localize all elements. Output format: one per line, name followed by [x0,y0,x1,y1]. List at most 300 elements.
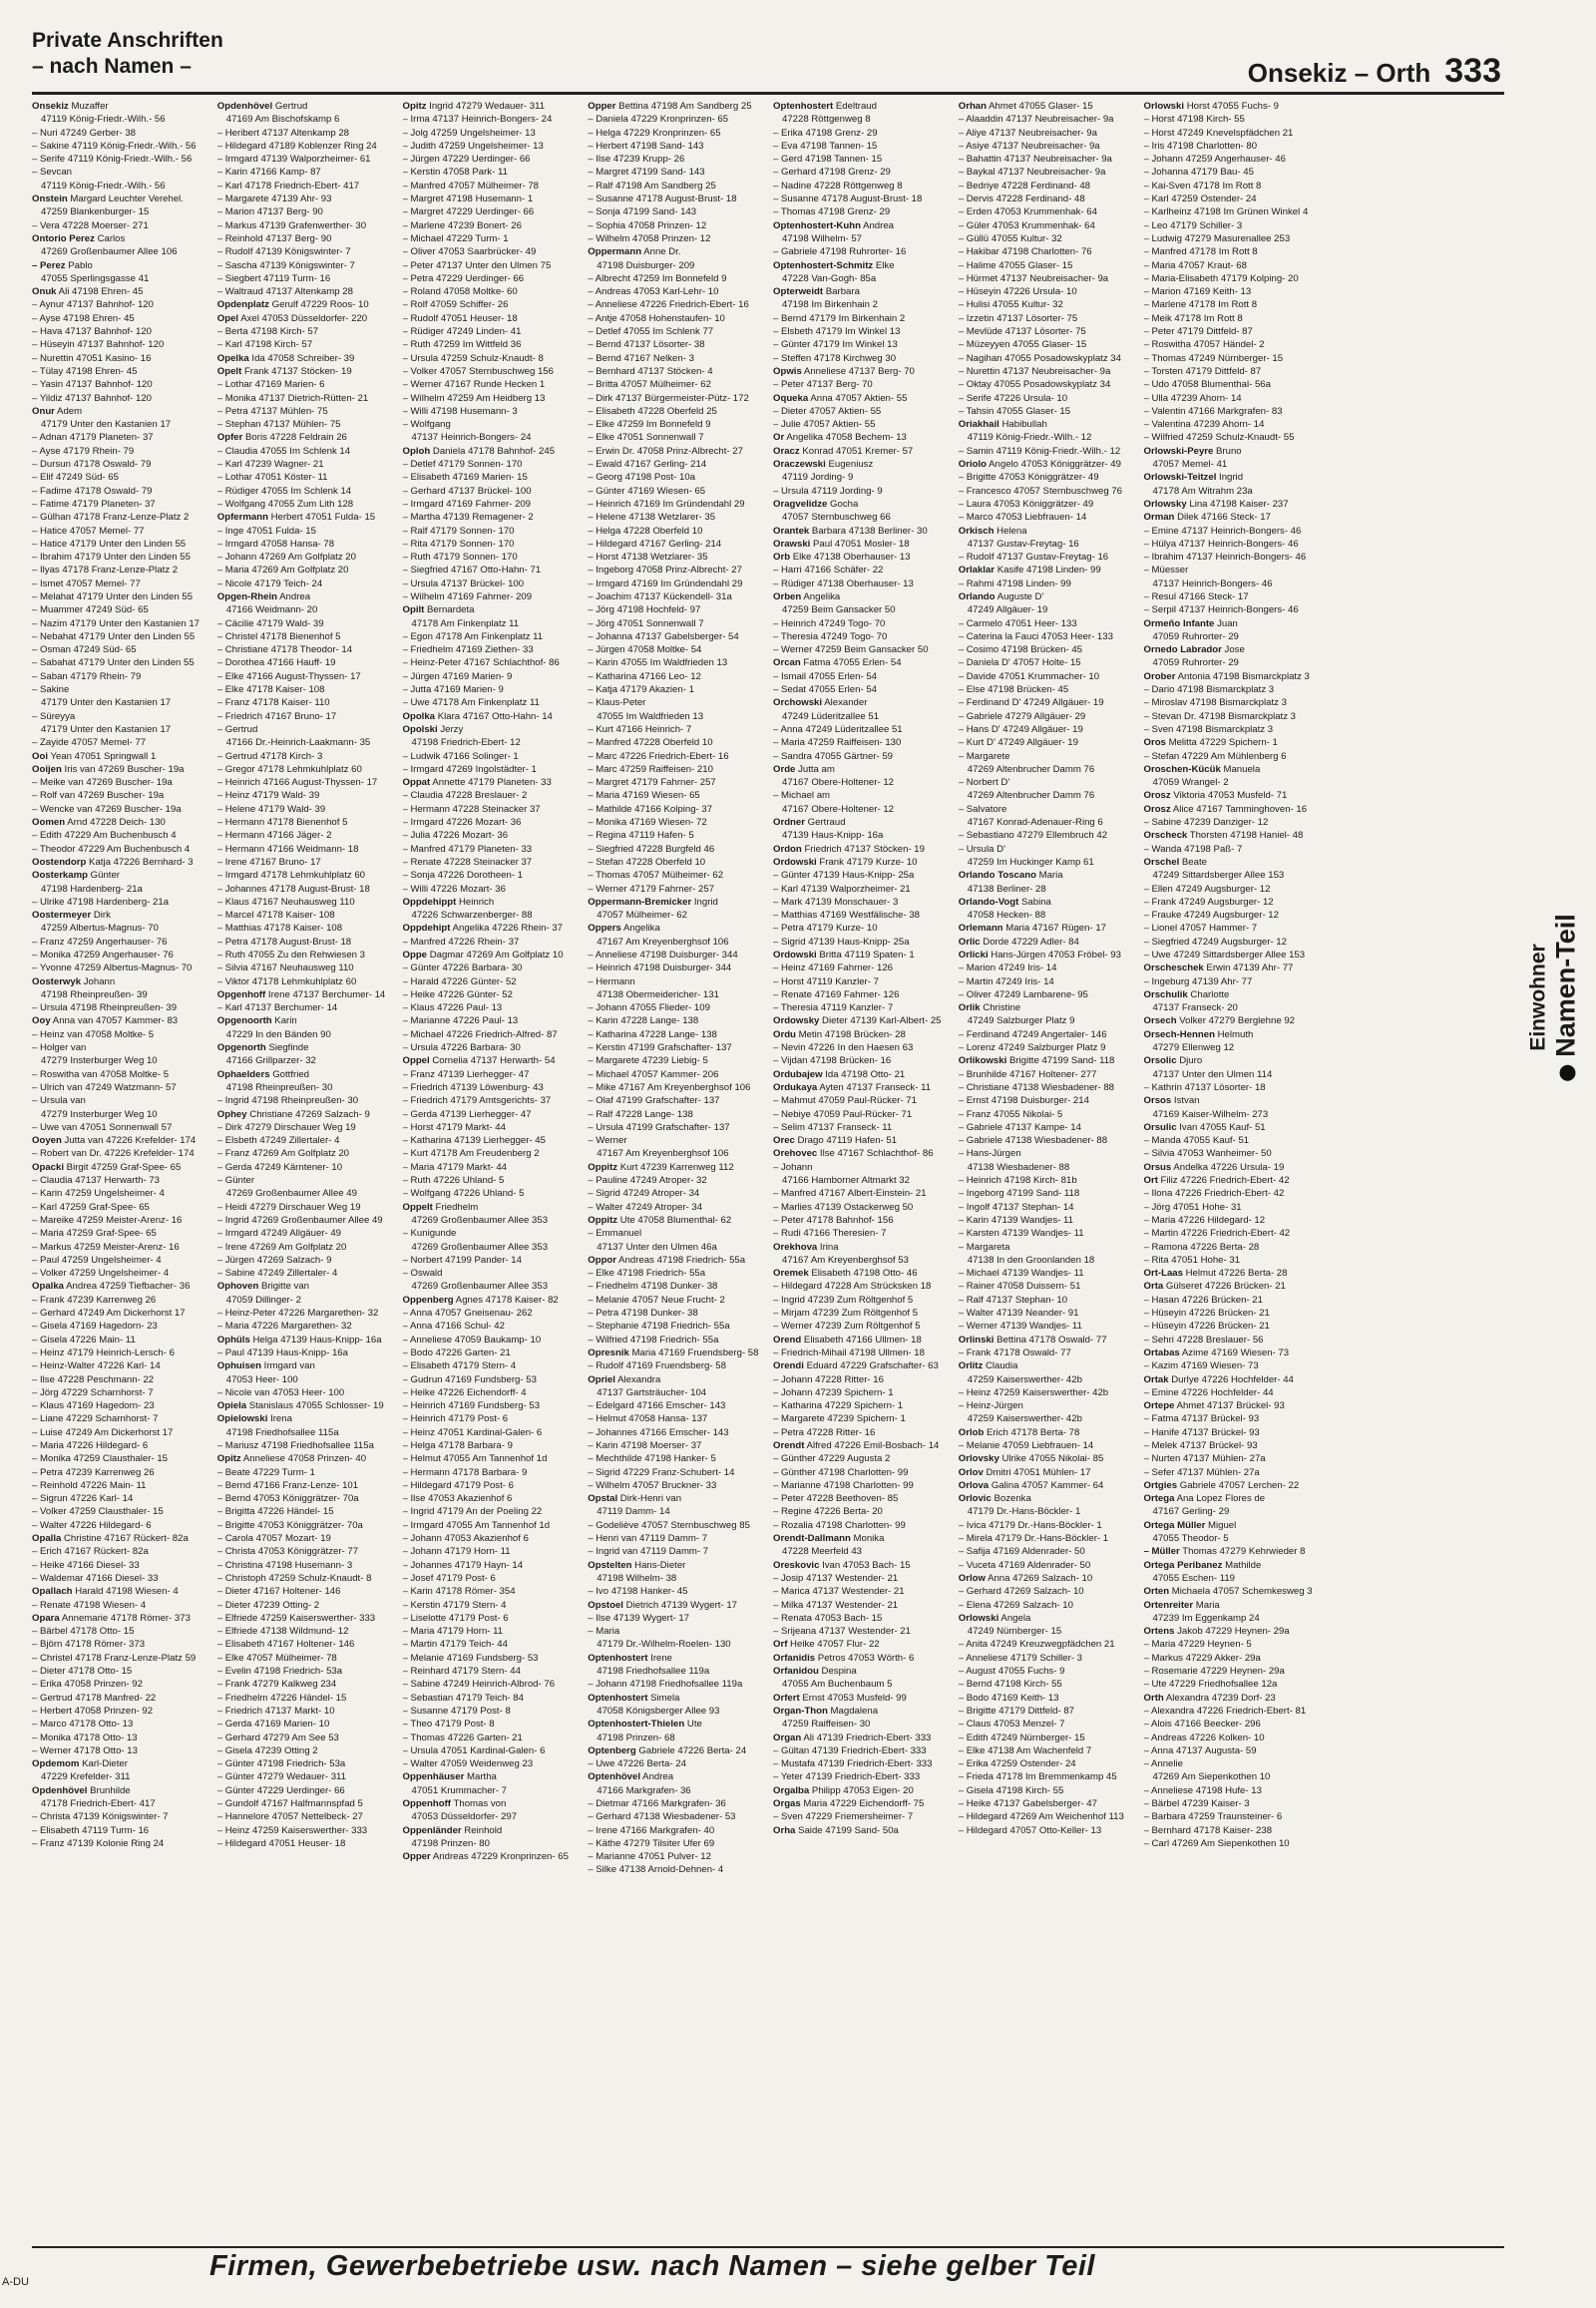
section-side-tab [1524,788,1584,1207]
entry-details: – Marianne 47226 Paul- 13 [402,1015,519,1027]
listing-columns [32,100,1504,2242]
entry-details: 47053 Düsseldorfer- 297 [411,1811,518,1823]
directory-entry [403,696,579,709]
entry-surname: Orchowski [773,697,823,709]
directory-entry [403,445,579,458]
directory-entry [32,843,207,856]
entry-details: 47137 Franseck- 20 [1152,1002,1238,1014]
entry-details: – Elfriede 47138 Wildmund- 12 [216,1626,349,1638]
directory-entry [959,829,1134,842]
entry-details: – Mirjam 47239 Zum Röltgenhof 5 [773,1308,919,1320]
directory-entry [588,1359,763,1372]
entry-details: – Elsbeth 47249 Zillertaler- 4 [216,1135,340,1147]
directory-entry [588,1147,763,1160]
entry-details: Angelika 47226 Rhein- 37 [450,923,564,935]
entry-details: – Fadime 47178 Oswald- 79 [32,485,153,497]
entry-surname: Onstein [32,193,68,205]
entry-details: Helga 47139 Haus-Knipp- 16a [249,1334,382,1346]
entry-details: – Elisabeth 47167 Holtener- 146 [216,1639,355,1651]
entry-details: – Katja 47179 Akazien- 1 [588,684,694,696]
directory-entry [1144,219,1320,232]
directory-entry [403,1254,579,1267]
directory-entry [588,1134,763,1147]
entry-details: – Joachim 47137 Kückendell- 31a [588,590,732,602]
directory-entry [959,564,1134,577]
entry-details: – Anneliese 47179 Schiller- 3 [958,1652,1083,1664]
directory-entry [773,763,949,776]
entry-details: Sabina [1018,896,1051,908]
entry-details: Günter [87,870,120,882]
entry-details: – Klaus-Peter [588,697,646,709]
directory-entry [32,1386,207,1399]
directory-entry [32,856,207,869]
entry-surname: Orlowsky [1143,498,1187,510]
directory-entry [1144,1241,1320,1254]
entry-details: – Heinrich 47249 Togo- 70 [773,617,886,629]
entry-details: 47167 Am Kreyenberghsof 106 [597,1148,729,1160]
directory-entry [403,1386,579,1399]
entry-details: – Erika 47259 Ostender- 24 [958,1758,1076,1770]
entry-details: – Wilhelm 47259 Am Heidberg 13 [402,392,546,404]
directory-entry [773,789,949,802]
entry-surname: Orlaklar [958,565,996,577]
directory-entry [773,1784,949,1797]
entry-details: – Bodo 47226 Garten- 21 [402,1346,511,1358]
directory-entry [773,525,949,538]
directory-entry [1144,298,1320,311]
entry-surname: Ortepe [1143,1400,1175,1412]
entry-details: – Sebastian 47179 Teich- 84 [402,1692,524,1704]
entry-details: Ingrid 47279 Wedauer- 311 [426,101,546,112]
directory-entry [403,153,579,166]
entry-details: – Halime 47055 Glaser- 15 [958,259,1073,271]
entry-details: – Hüseyin 47226 Ursula- 10 [958,286,1077,298]
entry-details: – Thomas 47198 Grenz- 29 [773,206,891,218]
entry-details: – Friedrich 47139 Löwenburg- 43 [402,1081,544,1093]
entry-details: – Hüseyin 47226 Brücken- 21 [1143,1321,1270,1333]
entry-details: – Friedrich 47179 Amtsgerichts- 37 [402,1095,552,1107]
entry-details: – Hüseyin 47226 Brücken- 21 [1143,1308,1270,1320]
entry-details: – Oswald [402,1268,443,1280]
entry-details: – Ilse 47139 Wygert- 17 [588,1612,690,1624]
entry-surname: Orendi [773,1360,804,1372]
entry-details: 47059 Dillinger- 2 [225,1294,301,1306]
entry-surname: Orth [1143,1692,1164,1704]
directory-entry [403,1267,579,1280]
entry-surname: Opdenhövel [32,1784,88,1796]
entry-details: – Heike 47137 Gabelsberger- 47 [958,1798,1097,1809]
directory-entry [403,219,579,232]
directory-entry [32,1824,207,1837]
directory-entry [773,1479,949,1492]
directory-entry [959,630,1134,643]
entry-details: – Hermann 47166 Jäger- 2 [216,830,332,842]
directory-entry [773,1559,949,1572]
entry-details: – Anneliese 47059 Baukamp- 10 [402,1334,542,1346]
directory-entry [959,205,1134,218]
directory-entry [773,683,949,696]
directory-entry [1144,1081,1320,1094]
directory-entry [403,458,579,471]
directory-entry [217,1784,393,1797]
directory-entry [773,1492,949,1505]
bullet-dot-icon [1559,1065,1575,1081]
directory-entry [1144,1094,1320,1107]
entry-details: – Roswitha 47057 Händel- 2 [1143,339,1265,351]
entry-details: Maria 47167 Rügen- 17 [1002,923,1107,935]
entry-details: – Vijdan 47198 Brücken- 16 [773,1055,892,1067]
directory-entry [217,922,393,935]
directory-entry [32,736,207,749]
entry-details: – Volker 47057 Sternbuschweg 156 [402,365,554,377]
entry-details: Ayten 47137 Franseck- 11 [817,1081,932,1093]
entry-details: Maria 47169 Fruendsberg- 58 [628,1346,759,1358]
directory-entry [217,1081,393,1094]
directory-entry [1144,458,1320,471]
entry-details: – Hermann 47166 Weidmann- 18 [216,843,359,855]
entry-details: – Monika 47259 Clausthaler- 15 [32,1453,168,1465]
entry-details: – Rosemarie 47229 Heynen- 29a [1143,1666,1285,1678]
entry-surname: Optenhostert-Schmitz [773,259,874,271]
entry-details: Harald 47198 Wiesen- 4 [72,1586,179,1598]
entry-details: – Irmgard 47169 Fahrner- 209 [402,498,532,510]
entry-details: 47178 Friedrich-Ebert- 417 [41,1798,156,1809]
entry-details: – Sascha 47139 Königswinter- 7 [216,259,355,271]
side-tab-line-1: Einwohner [1526,944,1550,1051]
directory-entry [217,192,393,205]
directory-entry [32,232,207,245]
directory-entry [32,1731,207,1744]
directory-entry [217,630,393,643]
directory-entry [773,643,949,656]
entry-surname: Oqueka [773,392,809,404]
entry-details: – Thomas 47226 Garten- 21 [402,1731,523,1743]
directory-entry [403,909,579,922]
directory-entry [403,1068,579,1081]
directory-entry [32,1559,207,1572]
directory-entry [959,1001,1134,1014]
entry-details: Durlye 47226 Hochfelder- 44 [1168,1373,1294,1385]
entry-details: – Hanife 47137 Brückel- 93 [1143,1426,1260,1438]
entry-details: – Mariusz 47198 Friedhofsallee 115a [216,1439,374,1451]
entry-details: – Cäcilie 47179 Wald- 39 [216,617,324,629]
entry-details: – Uwe 47178 Am Finkenplatz 11 [402,697,540,709]
entry-details: 47178 Am Finkenplatz 11 [411,617,520,629]
entry-details: – Sakine [32,684,70,696]
entry-details: Ernst 47053 Musfeld- 99 [799,1692,907,1704]
directory-entry [588,272,763,285]
entry-surname: Oppitz [588,1161,618,1173]
header-rule [32,92,1504,95]
entry-surname: Oppitz [588,1214,618,1226]
directory-entry [1144,511,1320,524]
directory-entry [217,1519,393,1532]
entry-details: Dorde 47229 Adler- 84 [980,936,1079,948]
directory-entry [1144,1559,1320,1572]
entry-details: – August 47055 Fuchs- 9 [958,1666,1065,1678]
directory-entry [959,325,1134,338]
entry-surname: Orfanidou [773,1666,819,1678]
directory-entry [1144,1492,1320,1505]
entry-details: – Manfred 47228 Oberfeld 10 [588,737,713,749]
directory-entry [588,127,763,140]
directory-entry [403,1810,579,1823]
directory-entry [1144,1810,1320,1823]
entry-details: Yean 47051 Springwall 1 [48,750,157,762]
entry-surname: Opwis [773,365,802,377]
directory-entry [32,140,207,153]
directory-entry [403,896,579,909]
entry-surname: Opgenhoff [216,988,266,1000]
directory-entry [773,219,949,232]
entry-details: – Volker 47259 Ungelsheimer- 4 [32,1268,170,1280]
entry-details: – Beate 47229 Turm- 1 [216,1466,315,1478]
directory-entry [403,1001,579,1014]
entry-details: – Friedrich-Mihail 47198 Ullmen- 18 [773,1346,925,1358]
directory-entry [1144,1187,1320,1200]
directory-entry [217,1041,393,1054]
directory-entry [1144,909,1320,922]
directory-entry [588,1227,763,1240]
directory-entry [403,1307,579,1320]
entry-details: – Serife 47226 Ursula- 10 [958,392,1068,404]
entry-details: – Klaus 47167 Neuhausweg 110 [216,896,355,908]
directory-entry [217,471,393,484]
entry-details: Melitta 47229 Spichern- 1 [1165,737,1278,749]
entry-details: – Valentin 47166 Markgrafen- 83 [1143,405,1283,417]
directory-entry [959,1121,1134,1134]
entry-details: – Frank 47178 Oswald- 77 [958,1346,1071,1358]
entry-details: Petros 47053 Wörth- 6 [815,1652,915,1664]
directory-entry [403,803,579,816]
entry-details: – Christiane 47138 Wiesbadener- 88 [958,1081,1115,1093]
entry-surname: Oostermeyer [32,910,92,922]
directory-entry [32,1201,207,1214]
directory-entry [217,909,393,922]
directory-entry [32,1452,207,1465]
entry-details: – Elisabeth 47228 Oberfeld 25 [588,405,717,417]
directory-entry [403,1041,579,1054]
entry-details: Erich 47178 Berta- 78 [984,1426,1080,1438]
entry-details: – Waldemar 47166 Diesel- 33 [32,1572,159,1584]
directory-entry [32,525,207,538]
directory-entry [32,643,207,656]
entry-details: Ute 47058 Blumenthal- 62 [617,1214,732,1226]
entry-details: – Meik 47178 Im Rott 8 [1143,312,1243,324]
directory-entry [403,988,579,1001]
entry-details: 47198 Hardenberg- 21a [41,883,143,895]
entry-details: Irmgard van [261,1360,315,1372]
directory-entry [32,392,207,405]
directory-entry [588,325,763,338]
entry-details: – Gerd 47198 Tannen- 15 [773,154,883,166]
entry-details: – Josip 47137 Westender- 21 [773,1572,899,1584]
directory-entry [32,1307,207,1320]
entry-details: – Brigitte 47179 Dittfeld- 87 [958,1705,1075,1717]
entry-details: – Heinz-Peter 47167 Schlachthof- 86 [402,657,560,669]
entry-details: Anneliese 47058 Prinzen- 40 [240,1453,367,1465]
directory-entry [403,1174,579,1187]
directory-entry [773,1439,949,1452]
entry-details: Boris 47228 Feldrain 26 [242,432,347,444]
entry-details: – Sigrid 47249 Atroper- 34 [588,1188,700,1200]
directory-entry [773,458,949,471]
entry-details: – Ursula 47198 Rheinpreußen- 39 [32,1002,178,1014]
directory-entry [959,1214,1134,1227]
entry-details: 47179 Unter den Kastanien 17 [41,419,172,431]
entry-details: – Friedrich 47137 Markt- 10 [216,1705,335,1717]
directory-entry [959,338,1134,351]
directory-entry [1144,1254,1320,1267]
directory-entry [1144,312,1320,325]
entry-surname: Orlikowski [958,1055,1007,1067]
entry-details: Arnd 47228 Deich- 130 [65,817,166,829]
entry-surname: Oreskovic [773,1559,820,1571]
entry-details: Kurt 47239 Karrenweg 112 [617,1161,734,1173]
directory-entry [959,883,1134,896]
entry-details: Alexandra [614,1373,661,1385]
directory-entry [32,127,207,140]
directory-entry [217,710,393,723]
directory-entry [1144,1452,1320,1465]
entry-details: Ulrike 47055 Nikolai- 85 [998,1453,1104,1465]
entry-details: – Müesser [1143,565,1189,577]
entry-details: Anne Dr. [641,246,681,258]
directory-entry [588,949,763,962]
directory-entry [588,710,763,723]
directory-entry [1144,1572,1320,1585]
entry-details: 47058 Königsberger Allee 93 [597,1705,720,1717]
directory-entry [1144,245,1320,258]
directory-column [773,100,949,2242]
entry-details: – Gerhard 47137 Brückel- 100 [402,485,532,497]
entry-details: – Ursula 47137 Brückel- 100 [402,577,525,589]
directory-entry [588,577,763,590]
entry-details: – Maria 47226 Margarethen- 32 [216,1321,352,1333]
entry-details: – Katharina 47139 Lierhegger- 45 [402,1135,546,1147]
entry-details: Helmut 47226 Berta- 28 [1182,1268,1288,1280]
directory-entry [588,1757,763,1770]
directory-entry [588,843,763,856]
entry-details: – Johanna 47179 Bau- 45 [1143,167,1254,179]
entry-details: – Carmelo 47051 Heer- 133 [958,617,1077,629]
entry-details: – Gerhard 47198 Grenz- 29 [773,167,891,179]
directory-entry [1144,378,1320,391]
entry-details: – Hans-Jürgen [958,1148,1021,1160]
directory-entry [217,1134,393,1147]
directory-entry [1144,1412,1320,1425]
entry-details: – Peter 47137 Unter den Ulmen 75 [402,259,552,271]
directory-entry [773,1280,949,1293]
directory-entry [588,1334,763,1346]
entry-details: – Egon 47178 Am Finkenplatz 11 [402,630,544,642]
entry-details: – Hildegard 47228 Am Strücksken 18 [773,1281,932,1293]
entry-surname: Orsulic [1143,1121,1177,1133]
entry-details: – Tülay 47198 Ehren- 45 [32,365,138,377]
entry-details: – Ursula D' [958,843,1005,855]
entry-details: – Marion 47249 Iris- 14 [958,962,1057,974]
directory-entry [773,405,949,418]
directory-entry [32,896,207,909]
entry-details: – Manfred 47179 Planeten- 33 [402,843,533,855]
entry-details: – Günter 47139 Haus-Knipp- 25a [773,870,915,882]
directory-entry [1144,272,1320,285]
directory-entry [588,1214,763,1227]
entry-details: – Jürgen 47169 Marien- 9 [402,670,513,682]
directory-entry [773,590,949,603]
entry-details: 47269 Großenbaumer Allee 106 [41,246,178,258]
directory-entry [403,843,579,856]
directory-entry [959,1519,1134,1532]
directory-entry [1144,577,1320,590]
directory-entry [588,1492,763,1505]
entry-surname: Orlowski [958,1612,999,1624]
name-range: Onsekiz – Orth [1247,58,1431,88]
directory-entry [1144,922,1320,935]
entry-details: – Kazim 47169 Wiesen- 73 [1143,1360,1259,1372]
entry-details: – Vera 47228 Moerser- 271 [32,219,149,231]
entry-details: Siegfinde [265,1042,309,1054]
entry-details: 47279 Ellenweg 12 [1152,1042,1235,1054]
entry-details: – Hildegard 47269 Am Weichenhof 113 [958,1811,1124,1823]
directory-entry [1144,1599,1320,1612]
directory-entry [1144,392,1320,405]
directory-entry [403,856,579,869]
entry-details: Andreas 47229 Kronprinzen- 65 [430,1851,569,1863]
directory-entry [217,1492,393,1505]
directory-entry [217,577,393,590]
directory-entry [588,1094,763,1107]
directory-entry [32,1770,207,1783]
entry-details: – Heinrich 47166 August-Thyssen- 17 [216,777,378,789]
entry-details: – Elisabeth 47179 Stern- 4 [402,1360,517,1372]
directory-entry [32,1121,207,1134]
entry-surname: Opriel [588,1373,615,1385]
directory-entry [773,856,949,869]
directory-entry [32,498,207,511]
entry-details: – Ramona 47226 Berta- 28 [1143,1241,1260,1253]
directory-entry [1144,1227,1320,1240]
directory-entry [32,1479,207,1492]
directory-entry [217,418,393,431]
directory-entry [403,272,579,285]
directory-entry [217,1108,393,1121]
directory-entry [32,1254,207,1267]
entry-details: – Wilhelm 47057 Bruckner- 33 [588,1479,717,1491]
directory-entry [32,763,207,776]
directory-entry [1144,205,1320,218]
entry-details: 47055 Theodor- 5 [1152,1533,1229,1545]
directory-entry [959,1187,1134,1200]
directory-entry [403,829,579,842]
entry-surname: Ophoven [216,1281,259,1293]
entry-details: – Ilse 47239 Krupp- 26 [588,154,685,166]
directory-entry [1144,1399,1320,1412]
entry-details: – Melahat 47179 Unter den Linden 55 [32,590,194,602]
directory-entry [32,936,207,949]
directory-entry [588,259,763,272]
directory-entry [1144,1692,1320,1705]
directory-entry [32,1692,207,1705]
entry-details: Andrea [276,590,311,602]
entry-details: – Hava 47137 Bahnhof- 120 [32,326,153,338]
entry-details: – Heike 47166 Diesel- 33 [32,1559,140,1571]
entry-surname: Opper [588,101,616,112]
entry-surname: Opielowski [216,1413,268,1425]
directory-entry [1144,869,1320,882]
entry-details: Istvan [1171,1095,1200,1107]
directory-entry [959,1439,1134,1452]
